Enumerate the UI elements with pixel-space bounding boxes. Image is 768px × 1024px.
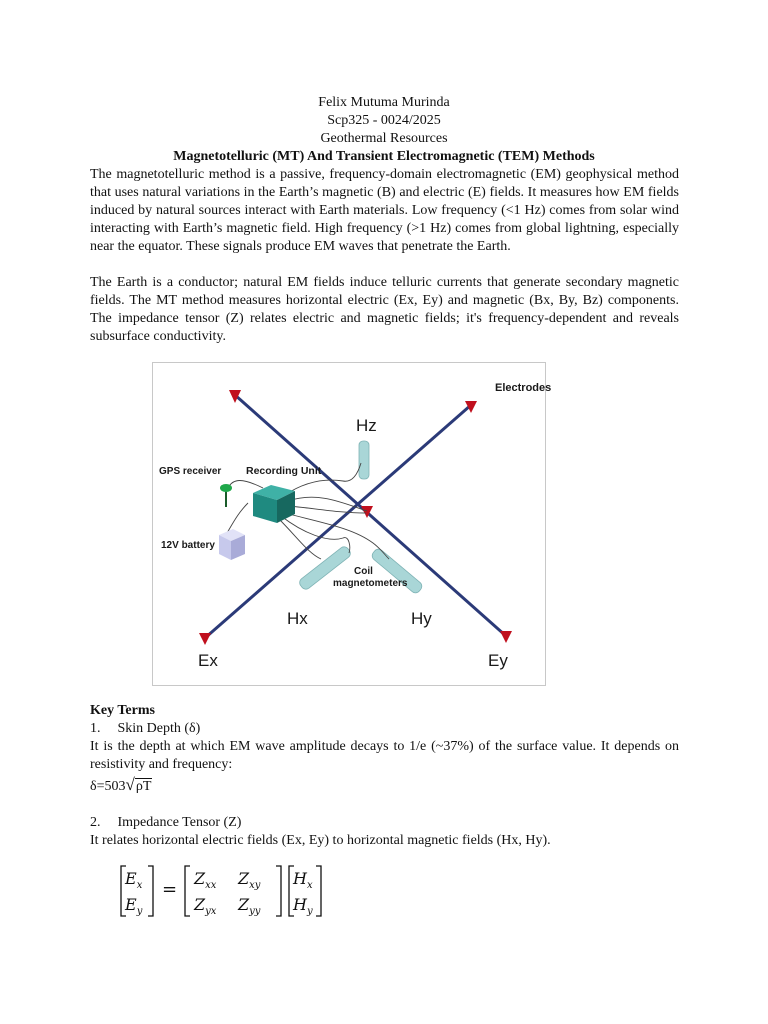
formula-prefix: δ=503 xyxy=(90,779,126,794)
electrode-arrow-bottom-left xyxy=(199,633,211,645)
recording-unit-label: Recording Unit xyxy=(246,465,322,477)
term-1-title xyxy=(90,720,200,738)
formula-radicand: ρT xyxy=(135,779,152,794)
registration-number: Scp325 - 0024/2025 xyxy=(327,113,441,128)
course-name: Geothermal Resources xyxy=(320,131,448,146)
gps-receiver-icon xyxy=(220,484,232,507)
magnetometers-label: magnetometers xyxy=(333,578,408,589)
battery xyxy=(219,529,245,560)
skin-depth-definition: It is the depth at which EM wave amplitude decays to 1/e (~37%) of the surface value. It depends on resistivity and frequency: xyxy=(90,739,679,772)
author-name: Felix Mutuma Murinda xyxy=(318,95,450,110)
skin-depth-formula xyxy=(90,776,152,796)
zxy-entry: $Z_{xy}$ xyxy=(238,869,261,891)
ex-electrode-line xyxy=(205,405,471,638)
ey-label: Ey xyxy=(488,651,508,670)
electrodes-label: Electrodes xyxy=(495,382,552,394)
conductor-paragraph: The Earth is a conductor; natural EM fields induce telluric currents that generate secondary magnetic fields. The MT method measures horizontal electric (Ex, Ey) and magnetic (Bx, By, Bz) components. The impedance tensor (Z) relates electric and magnetic fields; it's frequency-dependent and reveals subsurface conductivity. xyxy=(90,275,679,344)
sqrt-symbol: √ρT xyxy=(125,775,152,794)
term-1-number: 1. xyxy=(90,721,101,736)
term-1-name: Skin Depth (δ) xyxy=(117,721,201,736)
mt-setup-diagram xyxy=(153,363,552,685)
coil-label: Coil xyxy=(354,566,373,577)
key-terms-heading: Key Terms xyxy=(90,703,155,718)
equals-sign: = xyxy=(162,879,178,900)
ex-matrix-entry: $E_x$ xyxy=(125,869,143,891)
hy-label: Hy xyxy=(411,609,432,628)
gps-receiver-label: GPS receiver xyxy=(159,466,222,477)
impedance-definition: It relates horizontal electric fields (Ex, Ey) to horizontal magnetic fields (Hx, Hy). xyxy=(90,833,551,848)
zyy-entry: $Z_{yy}$ xyxy=(238,895,261,917)
electrode-arrow-bottom-right xyxy=(500,631,512,643)
hy-matrix-entry: $H_y$ xyxy=(293,895,313,917)
impedance-matrix-equation xyxy=(118,862,348,922)
mt-setup-figure xyxy=(152,362,552,686)
term-2-title xyxy=(90,814,241,832)
hx-matrix-entry: $H_x$ xyxy=(293,869,313,891)
term-2-name: Impedance Tensor (Z) xyxy=(117,815,242,830)
ey-matrix-entry: $E_y$ xyxy=(125,895,143,917)
document-title: Magnetotelluric (MT) And Transient Electromagnetic (TEM) Methods xyxy=(173,149,595,164)
intro-paragraph: The magnetotelluric method is a passive, frequency-domain electromagnetic (EM) geophysical method that uses natural variations in the Earth’s magnetic (B) and electric (E) fields. It measures how EM fields induced by natural sources interact with Earth materials. Low frequency (<1 Hz) comes from solar wind interacting with Earth’s magnetic field. High frequency (>1 Hz) comes from global lightning, especially near the equator. These signals produce EM waves that penetrate the Earth. xyxy=(90,167,679,254)
hx-label: Hx xyxy=(287,609,308,628)
zyx-entry: $Z_{yx}$ xyxy=(194,895,217,917)
recording-unit xyxy=(253,485,295,523)
electrode-arrow-top-left xyxy=(229,390,241,403)
battery-label: 12V battery xyxy=(161,540,215,551)
ex-label: Ex xyxy=(198,651,218,670)
matrix-brackets xyxy=(121,866,321,916)
term-2-number: 2. xyxy=(90,815,101,830)
hz-label: Hz xyxy=(356,416,377,435)
zxx-entry: $Z_{xx}$ xyxy=(194,869,217,891)
hz-coil xyxy=(359,441,369,479)
